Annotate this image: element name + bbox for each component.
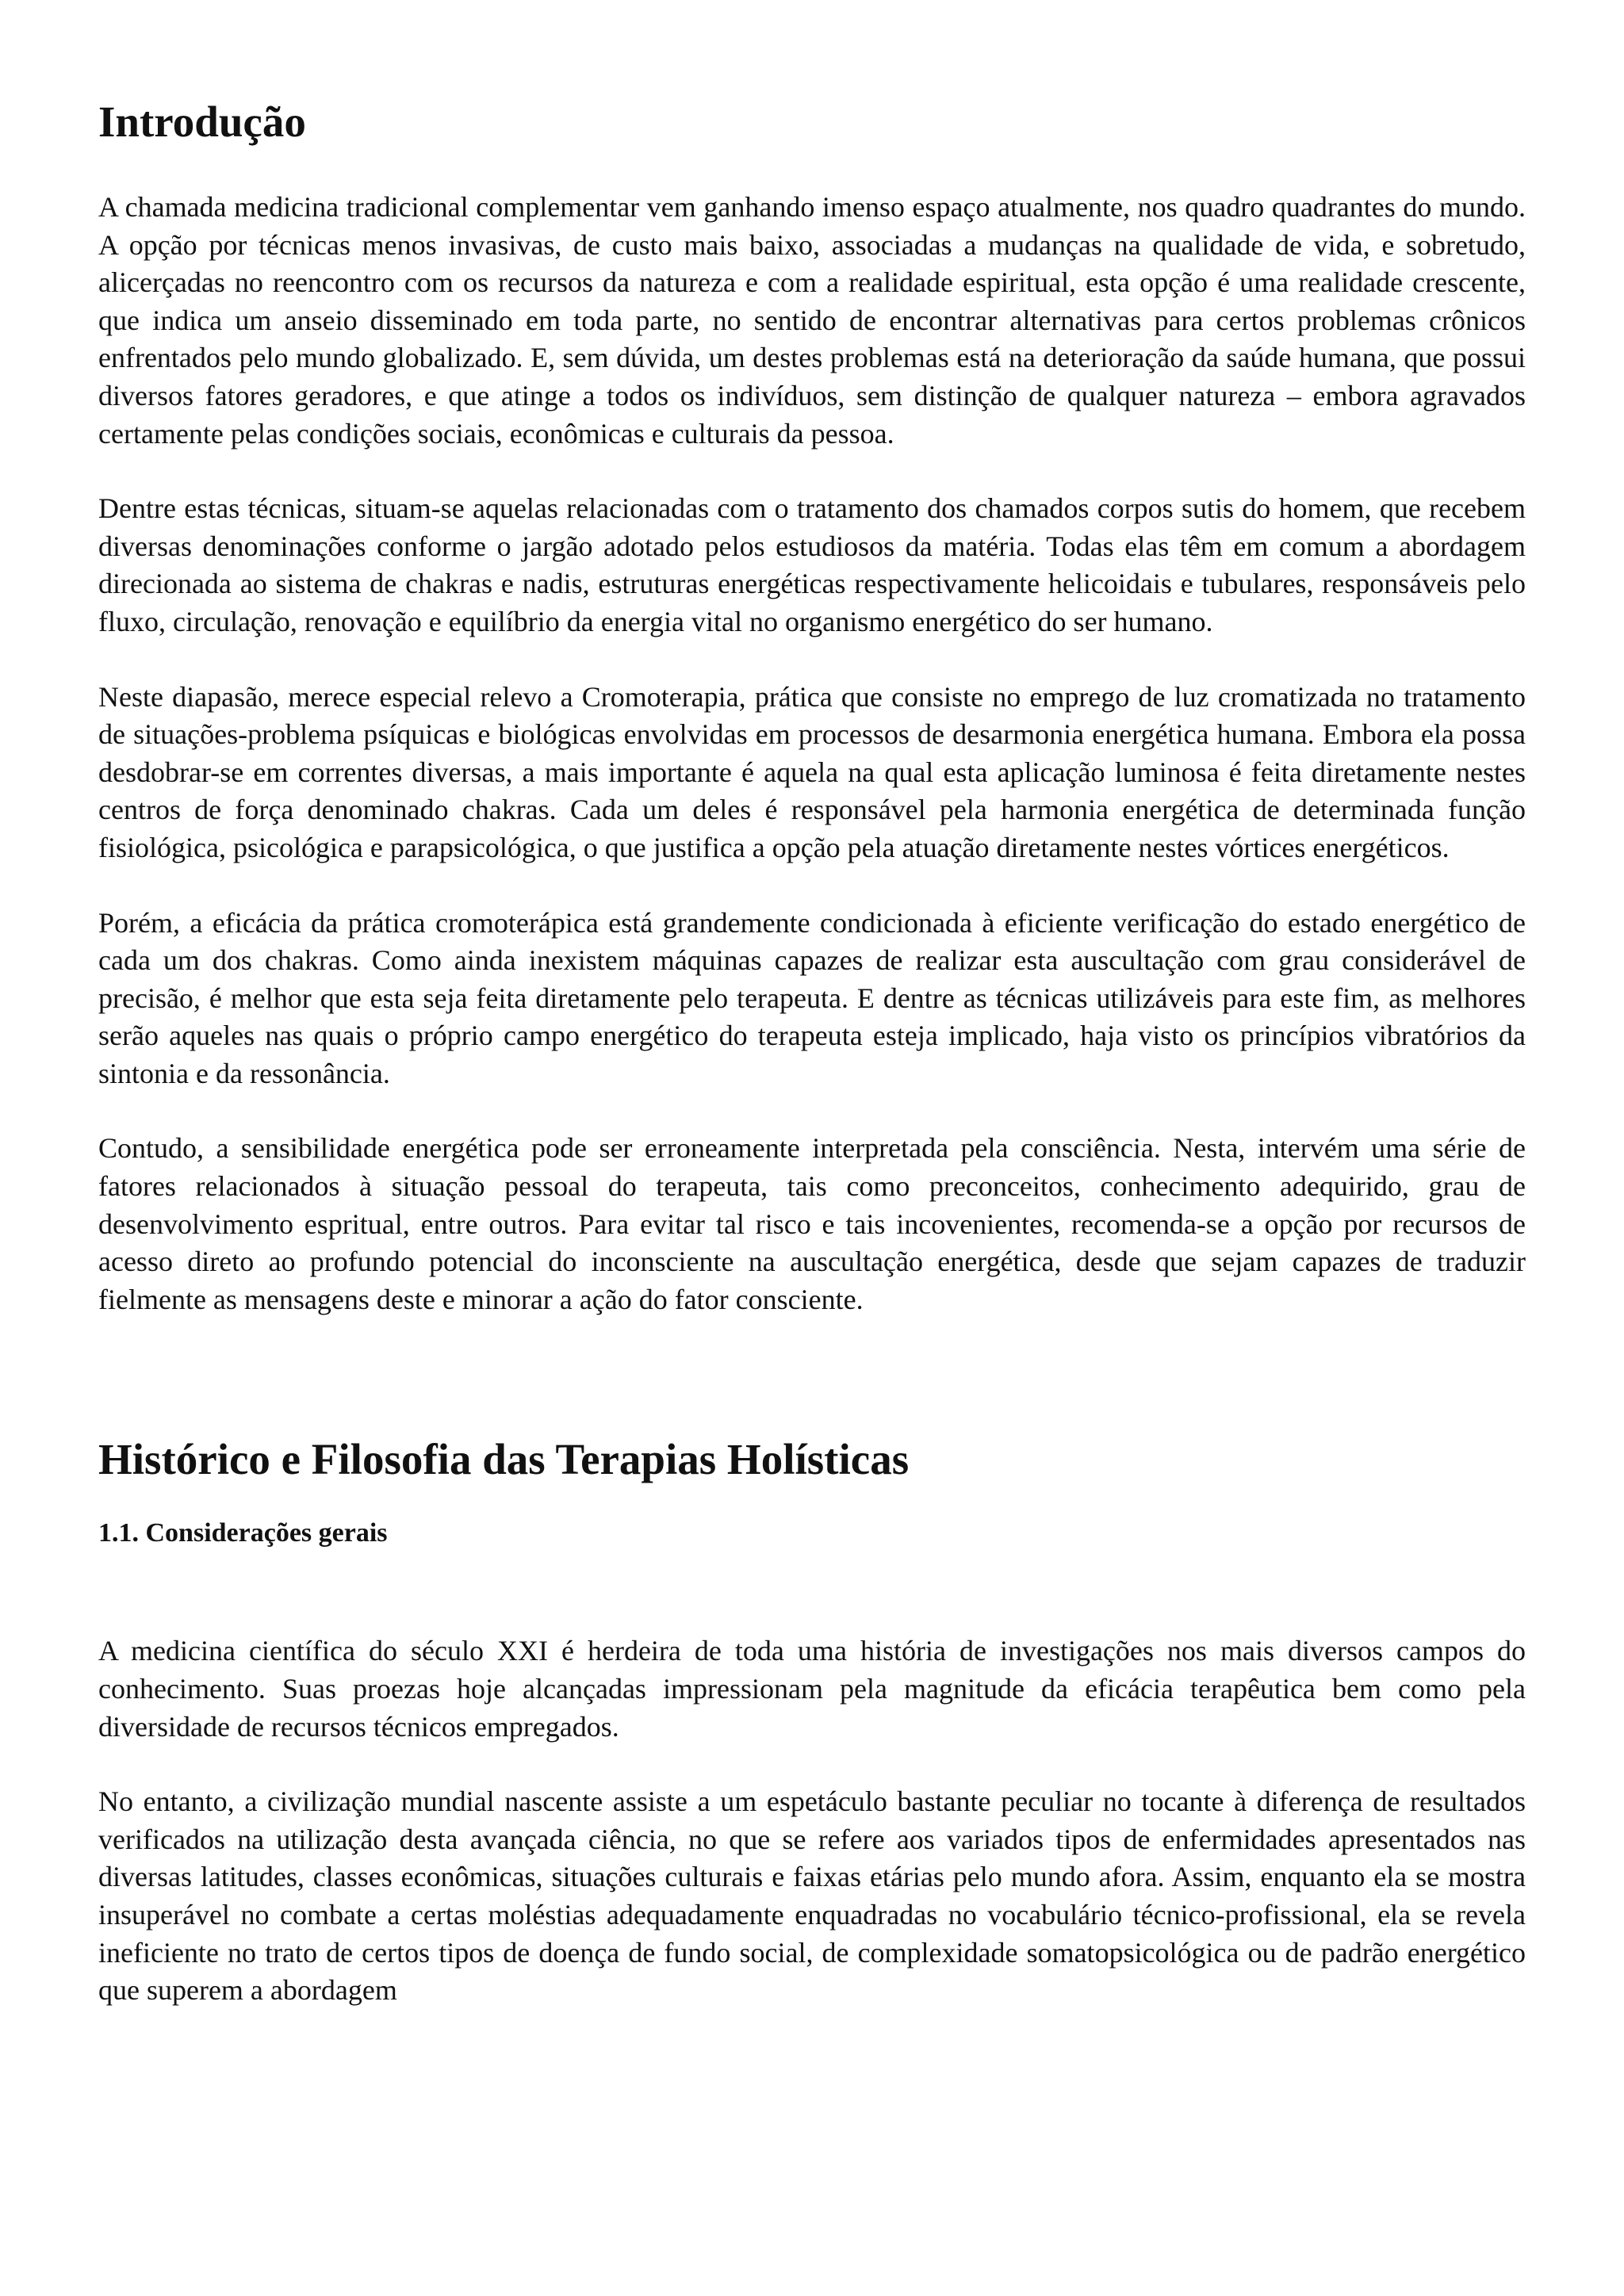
paragraph: Contudo, a sensibilidade energética pode ser erroneamente interpretada pela consciência. Nesta, intervém uma série de fatores relacionados à situação pessoal do terapeuta, tais como preconceitos, conhecimento adequirido, grau de desenvolvimento espritual, entre outros. Para evitar tal risco e tais incovenientes, recomenda-se a opção por recursos de acesso direto ao profundo potencial do inconsciente na auscultação energética, desde que sejam capazes de traduzir fielmente as mensagens deste e minorar a ação do fator consciente. [98, 1132, 1526, 1315]
paragraph: Dentre estas técnicas, situam-se aquelas relacionadas com o tratamento dos chamados corpos sutis do homem, que recebem diversas denominações conforme o jargão adotado pelos estudiosos da matéria. Todas elas têm em comum a abordagem direcionada ao sistema de chakras e nadis, estruturas energéticas respectivamente helicoidais e tubulares, responsáveis pelo fluxo, circulação, renovação e equilíbrio da energia vital no organismo energético do ser humano. [98, 492, 1526, 637]
section-heading-historico: Histórico e Filosofia das Terapias Holísticas [98, 1435, 910, 1484]
paragraph: No entanto, a civilização mundial nascente assiste a um espetáculo bastante peculiar no tocante à diferença de resultados verificados na utilização desta avançada ciência, no que se refere aos variados tipos de enfermidades apresentados nas diversas latitudes, classes econômicas, situações culturais e faixas etárias pelo mundo afora. Assim, enquanto ela se mostra insuperável no combate a certas moléstias adequadamente enquadradas no vocabulário técnico-profissional, ela se revela ineficiente no trato de certos tipos de doença de fundo social, de complexidade somatopsicológica ou de padrão energético que superem a abordagem [98, 1785, 1526, 2007]
paragraph: A chamada medicina tradicional complementar vem ganhando imenso espaço atualmente, nos quadro quadrantes do mundo. A opção por técnicas menos invasivas, de custo mais baixo, associadas a mudanças na qualidade de vida, e sobretudo, alicerçadas no reencontro com os recursos da natureza e com a realidade espiritual, esta opção é uma realidade crescente, que indica um anseio disseminado em toda parte, no sentido de encontrar alternativas para certos problemas crônicos enfrentados pelo mundo globalizado. E, sem dúvida, um destes problemas está na deterioração da saúde humana, que possui diversos fatores geradores, e que atinge a todos os indivíduos, sem distinção de qualquer natureza – embora agravados certamente pelas condições sociais, econômicas e culturais da pessoa. [98, 191, 1526, 450]
paragraph: Neste diapasão, merece especial relevo a Cromoterapia, prática que consiste no emprego de luz cromatizada no tratamento de situações-problema psíquicas e biológicas envolvidas em processos de desarmonia energética humana. Embora ela possa desdobrar-se em correntes diversas, a mais importante é aquela na qual esta aplicação luminosa é feita diretamente nestes centros de força denominado chakras. Cada um deles é responsável pela harmonia energética de determinada função fisiológica, psicológica e parapsicológica, o que justifica a opção pela atuação diretamente nestes vórtices energéticos. [98, 680, 1526, 863]
paragraph: Porém, a eficácia da prática cromoterápica está grandemente condicionada à eficiente verificação do estado energético de cada um dos chakras. Como ainda inexistem máquinas capazes de realizar esta auscultação com grau considerável de precisão, é melhor que esta seja feita diretamente pelo terapeuta. E dentre as técnicas utilizáveis para este fim, as melhores serão aqueles nas quais o próprio campo energético do terapeuta esteja implicado, haja visto os princípios vibratórios da sintonia e da ressonância. [98, 906, 1526, 1089]
paragraph: A medicina científica do século XXI é herdeira de toda uma história de investigações nos mais diversos campos do conhecimento. Suas proezas hoje alcançadas impressionam pela magnitude da eficácia terapêutica bem como pela diversidade de recursos técnicos empregados. [98, 1635, 1526, 1743]
section-heading-introducao: Introdução [98, 98, 306, 146]
document-page [98, 94, 1526, 2010]
subsection-heading: 1.1. Considerações gerais [98, 1518, 388, 1548]
